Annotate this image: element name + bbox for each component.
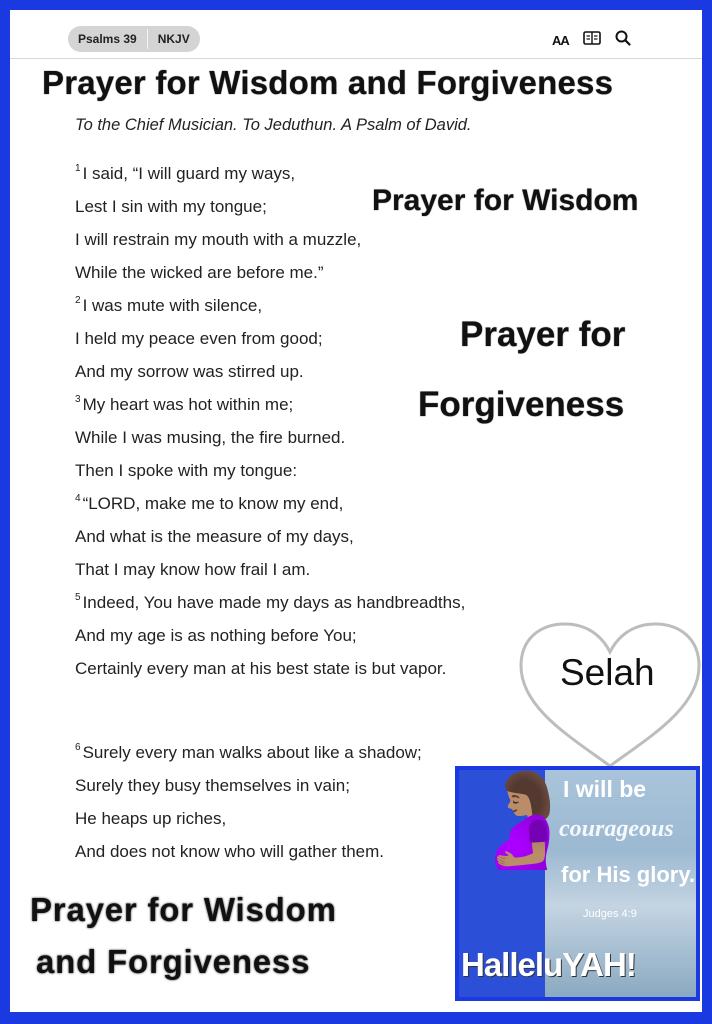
verse-text: My heart was hot within me; bbox=[82, 395, 294, 414]
verse-text: That I may know how frail I am. bbox=[75, 560, 311, 579]
image-text-line2: courageous bbox=[559, 816, 674, 842]
verse-text: Surely every man walks about like a shadow; bbox=[82, 743, 422, 762]
verse-line bbox=[75, 296, 262, 316]
psalm-superscription: To the Chief Musician. To Jeduthun. A Psalm of David. bbox=[75, 116, 472, 134]
courage-image bbox=[455, 766, 700, 1001]
verse-number: 4 bbox=[75, 493, 81, 504]
verse-number: 2 bbox=[75, 295, 81, 306]
verse-line bbox=[75, 395, 293, 415]
verse-line bbox=[75, 263, 324, 283]
bottom-caption-line2: and Forgiveness bbox=[36, 943, 311, 980]
bottom-caption-line1: Prayer for Wisdom bbox=[30, 891, 337, 928]
verse-line bbox=[75, 743, 422, 763]
reader-toolbar bbox=[10, 10, 702, 59]
text-size-label: AA bbox=[552, 33, 569, 48]
verse-text: He heaps up riches, bbox=[75, 809, 227, 828]
verse-line bbox=[75, 362, 304, 382]
image-text-line1: I will be bbox=[563, 776, 647, 802]
verse-line bbox=[75, 329, 323, 349]
verse-line bbox=[75, 230, 361, 250]
version-button[interactable]: NKJV bbox=[157, 32, 190, 46]
verse-text: Certainly every man at his best state is but vapor. bbox=[75, 659, 447, 678]
image-banner: HalleluYAH! bbox=[461, 946, 636, 983]
verse-line bbox=[75, 164, 295, 184]
selah-label: Selah bbox=[560, 652, 655, 693]
verse-number: 6 bbox=[75, 742, 81, 753]
image-reference: Judges 4:9 bbox=[583, 908, 637, 920]
page-title: Prayer for Wisdom and Forgiveness bbox=[42, 64, 614, 101]
verse-text: While I was musing, the fire burned. bbox=[75, 428, 346, 447]
verse-text: Indeed, You have made my days as handbreadths, bbox=[82, 593, 466, 612]
book-chapter-button[interactable]: Psalms 39 bbox=[78, 32, 137, 46]
verse-number: 5 bbox=[75, 592, 81, 603]
verse-number: 3 bbox=[75, 394, 81, 405]
verse-text: And what is the measure of my days, bbox=[75, 527, 354, 546]
overlay-prayer-for: Prayer for bbox=[460, 315, 626, 354]
verse-line bbox=[75, 659, 446, 679]
text-size-icon[interactable] bbox=[552, 33, 569, 48]
book-icon[interactable] bbox=[583, 31, 601, 50]
heart-icon bbox=[517, 620, 703, 770]
verse-line bbox=[75, 626, 357, 646]
verse-line bbox=[75, 428, 345, 448]
verse-line bbox=[75, 593, 465, 613]
verse-text: I held my peace even from good; bbox=[75, 329, 323, 348]
passage-selector[interactable] bbox=[68, 26, 200, 52]
verse-line bbox=[75, 560, 310, 580]
verse-text: “LORD, make me to know my end, bbox=[82, 494, 344, 513]
overlay-prayer-for-wisdom: Prayer for Wisdom bbox=[372, 184, 639, 217]
verse-text: I said, “I will guard my ways, bbox=[82, 164, 296, 183]
image-text-line3: for His glory. bbox=[561, 862, 696, 887]
verse-text: Surely they busy themselves in vain; bbox=[75, 776, 350, 795]
overlay-forgiveness: Forgiveness bbox=[418, 385, 625, 424]
verse-number: 1 bbox=[75, 163, 81, 174]
verse-line bbox=[75, 461, 297, 481]
verse-text: While the wicked are before me.” bbox=[75, 263, 324, 282]
verse-text: And my age is as nothing before You; bbox=[75, 626, 357, 645]
verse-text: I was mute with silence, bbox=[82, 296, 263, 315]
verse-line bbox=[75, 776, 350, 796]
verse-text: Then I spoke with my tongue: bbox=[75, 461, 298, 480]
verse-text: I will restrain my mouth with a muzzle, bbox=[75, 230, 362, 249]
verse-line bbox=[75, 494, 343, 514]
verse-line bbox=[75, 842, 384, 862]
pregnant-woman-icon: 🤰🏽 bbox=[465, 770, 580, 871]
search-icon[interactable] bbox=[615, 30, 631, 51]
verse-line bbox=[75, 197, 267, 217]
verse-text: And my sorrow was stirred up. bbox=[75, 362, 304, 381]
verse-line bbox=[75, 527, 354, 547]
verse-line bbox=[75, 809, 226, 829]
verse-text: And does not know who will gather them. bbox=[75, 842, 385, 861]
verse-text: Lest I sin with my tongue; bbox=[75, 197, 267, 216]
